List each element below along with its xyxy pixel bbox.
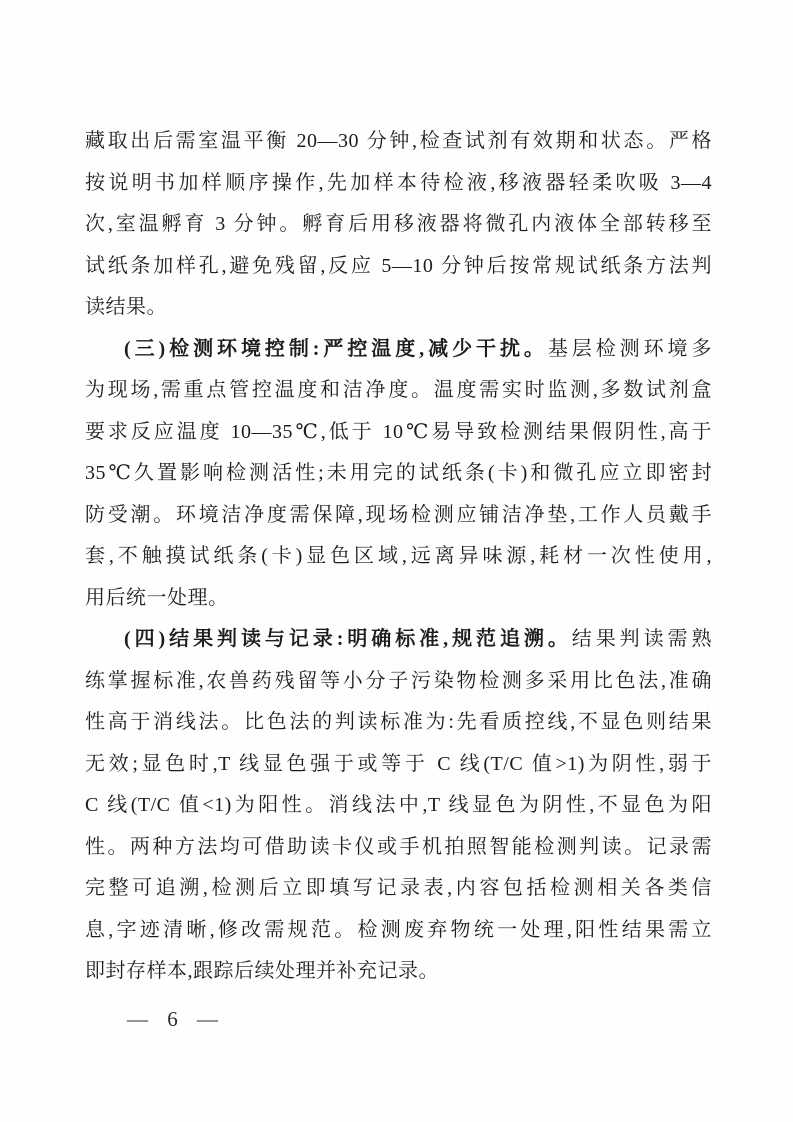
text-line: C 线(T/C 值<1)为阳性。消线法中,T 线显色为阴性,不显色为阳 [85, 794, 712, 816]
page-number: — 6 — [127, 1007, 220, 1031]
text-line: 防受潮。环境洁净度需保障,现场检测应铺洁净垫,工作人员戴手 [85, 503, 712, 526]
text-line [85, 329, 712, 371]
document-text-block [85, 121, 712, 993]
text-line: 练掌握标准,农兽药残留等小分子污染物检测多采用比色法,准确 [85, 669, 712, 692]
text-line: 套,不触摸试纸条(卡)显色区域,远离异味源,耗材一次性使用, [85, 545, 712, 567]
text-line: 性。两种方法均可借助读卡仪或手机拍照智能检测判读。记录需 [85, 835, 712, 858]
text-line: 息,字迹清晰,修改需规范。检测废弃物统一处理,阳性结果需立 [85, 918, 712, 941]
text-line: 用后统一处理。 [85, 586, 229, 609]
text-line: 读结果。 [85, 296, 167, 318]
text-line: 按说明书加样顺序操作,先加样本待检液,移液器轻柔吹吸 3—4 [85, 171, 712, 194]
text-line [85, 619, 712, 661]
text-line: 要求反应温度 10—35℃,低于 10℃易导致检测结果假阴性,高于 [85, 420, 712, 443]
section-lead-text: 结果判读需熟 [571, 628, 712, 650]
text-line: 无效;显色时,T 线显色强于或等于 C 线(T/C 值>1)为阴性,弱于 [85, 752, 712, 775]
text-line: 次,室温孵育 3 分钟。孵育后用移液器将微孔内液体全部转移至 [85, 213, 712, 235]
text-line: 藏取出后需室温平衡 20—30 分钟,检查试剂有效期和状态。严格 [85, 130, 712, 152]
text-line: 试纸条加样孔,避免残留,反应 5—10 分钟后按常规试纸条方法判 [85, 254, 712, 277]
text-line: 即封存样本,跟踪后续处理并补充记录。 [85, 960, 439, 982]
text-line: 完整可追溯,检测后立即填写记录表,内容包括检测相关各类信 [85, 877, 712, 899]
paragraph-section-3 [85, 329, 712, 620]
text-line: 35℃久置影响检测活性;未用完的试纸条(卡)和微孔应立即密封 [85, 462, 712, 484]
section-heading: (四)结果判读与记录:明确标准,规范追溯。 [124, 628, 572, 650]
section-heading: (三)检测环境控制:严控温度,减少干扰。 [124, 337, 548, 360]
section-lead-text: 基层检测环境多 [547, 337, 713, 360]
paragraph-section-4 [85, 619, 712, 993]
text-line: 为现场,需重点管控温度和洁净度。温度需实时监测,多数试剂盒 [85, 379, 712, 401]
text-line: 性高于消线法。比色法的判读标准为:先看质控线,不显色则结果 [85, 711, 712, 733]
paragraph-continuation [85, 121, 712, 329]
